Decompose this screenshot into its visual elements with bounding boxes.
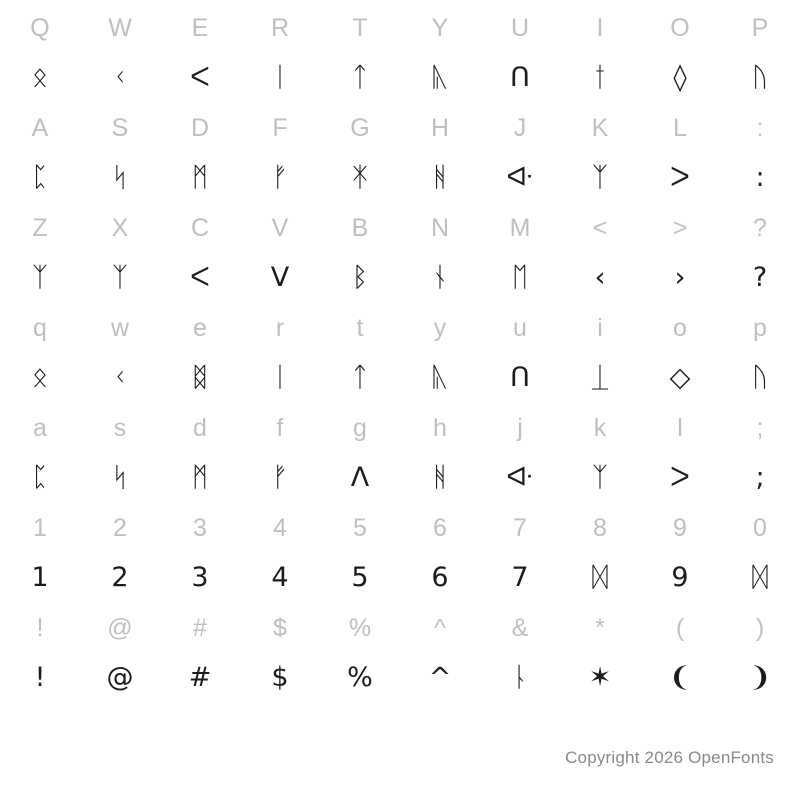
keycap-row	[0, 104, 800, 152]
glyph-sample: ;	[755, 462, 765, 493]
glyph-sample: ᛁ	[271, 62, 289, 93]
glyph-sample: ᛟ	[31, 62, 49, 93]
keycap-row	[0, 604, 800, 652]
glyph-sample: ᛁ̄	[591, 62, 609, 93]
glyph-sample: ᛋ	[111, 462, 129, 493]
keycap-label: *	[595, 614, 605, 642]
glyph-sample: ›	[674, 262, 686, 293]
keycap-row	[0, 204, 800, 252]
glyph-sample: @	[106, 662, 134, 693]
keycap-label: E	[191, 14, 209, 42]
keycap-label: i	[597, 314, 603, 342]
keycap-label: J	[513, 114, 527, 142]
glyph-sample: ᚿ	[511, 662, 529, 693]
glyph-sample: ᛗ	[191, 462, 209, 493]
glyph-sample: ᚾ	[431, 262, 449, 293]
keycap-label: B	[351, 214, 369, 242]
glyph-sample: ᛈ	[31, 462, 49, 493]
keycap-label: F	[272, 114, 288, 142]
keycap-label: u	[513, 314, 527, 342]
glyph-sample: 6	[431, 562, 449, 593]
glyph-sample: ᚲ	[111, 362, 129, 393]
glyph-sample: 9	[671, 562, 689, 593]
glyph-sample: ᚣ	[431, 362, 449, 393]
keycap-label: w	[110, 314, 130, 342]
keycap-row	[0, 404, 800, 452]
glyph-sample: ᛉ	[31, 262, 49, 293]
keycap-label: #	[193, 614, 207, 642]
glyph-sample: ᛥ	[191, 362, 209, 393]
glyph-sample: ᐸ	[190, 262, 210, 293]
keycap-label: q	[33, 314, 47, 342]
keycap-label: 7	[513, 514, 527, 542]
glyph-sample: ᚻ	[431, 462, 449, 493]
glyph-sample: ᚲ	[111, 62, 129, 93]
glyph-sample: ᐘ	[506, 462, 534, 493]
keycap-label: 6	[433, 514, 447, 542]
keycap-label: X	[111, 214, 129, 242]
keycap-label: >	[672, 214, 688, 242]
glyph-sample: $	[271, 662, 289, 693]
glyph-sample: ✶	[588, 662, 612, 693]
keycap-label: o	[673, 314, 687, 342]
keycap-label: g	[353, 414, 367, 442]
keycap-label: 1	[33, 514, 47, 542]
keycap-row	[0, 4, 800, 52]
glyph-row	[0, 552, 800, 604]
glyph-sample: 3	[191, 562, 209, 593]
glyph-row	[0, 252, 800, 304]
keycap-label: $	[273, 614, 287, 642]
glyph-sample: ᚢ	[751, 362, 769, 393]
glyph-sample: 7	[511, 562, 529, 593]
keycap-label: I	[596, 14, 604, 42]
glyph-sample: ^	[428, 662, 452, 693]
keycap-label: C	[190, 214, 210, 242]
keycap-label: Z	[32, 214, 48, 242]
keycap-label: Y	[431, 14, 449, 42]
glyph-sample: 5	[351, 562, 369, 593]
glyph-sample: ᐸ	[190, 62, 210, 93]
glyph-sample: ᛈ	[31, 162, 49, 193]
keycap-label: <	[592, 214, 608, 242]
keycap-label: k	[593, 414, 607, 442]
glyph-sample: ◇	[669, 362, 691, 393]
keycap-label: d	[193, 414, 207, 442]
glyph-sample: ᛞ	[591, 562, 609, 593]
glyph-row	[0, 352, 800, 404]
glyph-sample: 4	[271, 562, 289, 593]
keycap-label: U	[510, 14, 530, 42]
glyph-sample: ᚻ	[431, 162, 449, 193]
keycap-label: O	[670, 14, 690, 42]
glyph-sample: ᚣ	[431, 62, 449, 93]
glyph-sample: 2	[111, 562, 129, 593]
keycap-label: f	[276, 414, 284, 442]
keycap-label: t	[356, 314, 364, 342]
glyph-sample: ᛖ	[511, 262, 529, 293]
keycap-label: ;	[756, 414, 764, 442]
keycap-label: r	[275, 314, 285, 342]
glyph-sample: %	[347, 662, 373, 693]
keycap-label: H	[430, 114, 450, 142]
keycap-label: e	[193, 314, 207, 342]
glyph-sample: ◊	[673, 62, 687, 93]
keycap-label: A	[31, 114, 49, 142]
glyph-sample: ᚠ	[271, 462, 289, 493]
glyph-sample: ᛁ	[271, 362, 289, 393]
glyph-sample: :	[755, 162, 765, 193]
glyph-sample: ᛒ	[351, 262, 369, 293]
glyph-sample: ❩	[748, 662, 772, 693]
keycap-label: W	[108, 14, 132, 42]
glyph-sample: ❨	[668, 662, 692, 693]
glyph-sample: ᛞ	[751, 562, 769, 593]
glyph-sample: ᐳ	[670, 462, 690, 493]
glyph-sample: ᛟ	[31, 362, 49, 393]
glyph-sample: ᛏ	[351, 62, 369, 93]
keycap-label: L	[673, 114, 687, 142]
glyph-sample: ᛉ	[591, 462, 609, 493]
keycap-label: h	[433, 414, 447, 442]
glyph-sample: ᛁ̲	[591, 362, 609, 393]
glyph-sample: ᐳ	[670, 162, 690, 193]
keycap-row	[0, 504, 800, 552]
glyph-sample: ᛡ	[351, 162, 369, 193]
glyph-sample: ᛏ	[351, 362, 369, 393]
keycap-label: R	[270, 14, 290, 42]
keycap-label: 3	[193, 514, 207, 542]
keycap-label: 8	[593, 514, 607, 542]
glyph-row	[0, 452, 800, 504]
glyph-sample: ?	[752, 262, 768, 293]
keycap-label: D	[190, 114, 210, 142]
keycap-row	[0, 304, 800, 352]
glyph-sample: ᚢ	[751, 62, 769, 93]
keycap-label: K	[591, 114, 609, 142]
keycap-label: !	[36, 614, 44, 642]
keycap-label: N	[430, 214, 450, 242]
keycap-label: ^	[434, 614, 446, 642]
glyph-sample: ‹	[594, 262, 606, 293]
keycap-label: l	[677, 414, 683, 442]
keycap-label: %	[348, 614, 372, 642]
keycap-label: s	[113, 414, 127, 442]
glyph-row	[0, 652, 800, 704]
keycap-label: :	[756, 114, 764, 142]
glyph-sample: ᐱ	[350, 462, 370, 493]
keycap-label: V	[271, 214, 289, 242]
glyph-sample: ᛉ	[111, 262, 129, 293]
glyph-sample: ᐘ	[506, 162, 534, 193]
glyph-row	[0, 152, 800, 204]
glyph-sample: ᐯ	[270, 262, 290, 293]
keycap-label: 5	[353, 514, 367, 542]
keycap-label: S	[111, 114, 129, 142]
keycap-label: 9	[673, 514, 687, 542]
keycap-label: a	[33, 414, 47, 442]
keycap-label: Q	[30, 14, 50, 42]
glyph-sample: ᑎ	[510, 362, 530, 393]
keycap-label: )	[755, 614, 765, 642]
glyph-sample: ᛋ	[111, 162, 129, 193]
glyph-sample: #	[188, 662, 212, 693]
keycap-label: y	[433, 314, 447, 342]
keycap-label: P	[751, 14, 769, 42]
glyph-row	[0, 52, 800, 104]
glyph-sample: 1	[31, 562, 49, 593]
copyright-notice: Copyright 2026 OpenFonts	[565, 748, 774, 767]
keycap-label: T	[352, 14, 368, 42]
glyph-sample: !	[34, 662, 46, 693]
keycap-label: &	[511, 614, 529, 642]
keycap-label: 0	[753, 514, 767, 542]
keycap-label: (	[675, 614, 685, 642]
keycap-label: 4	[273, 514, 287, 542]
keycap-label: 2	[113, 514, 127, 542]
keycap-label: p	[753, 314, 767, 342]
glyph-sample: ᑎ	[510, 62, 530, 93]
glyph-sample: ᚠ	[271, 162, 289, 193]
keycap-label: j	[517, 414, 523, 442]
glyph-sample: ᛉ	[591, 162, 609, 193]
keycap-label: G	[350, 114, 370, 142]
keycap-label: M	[509, 214, 531, 242]
keycap-label: @	[107, 614, 133, 642]
glyph-sample: ᛗ	[191, 162, 209, 193]
keycap-label: ?	[753, 214, 767, 242]
